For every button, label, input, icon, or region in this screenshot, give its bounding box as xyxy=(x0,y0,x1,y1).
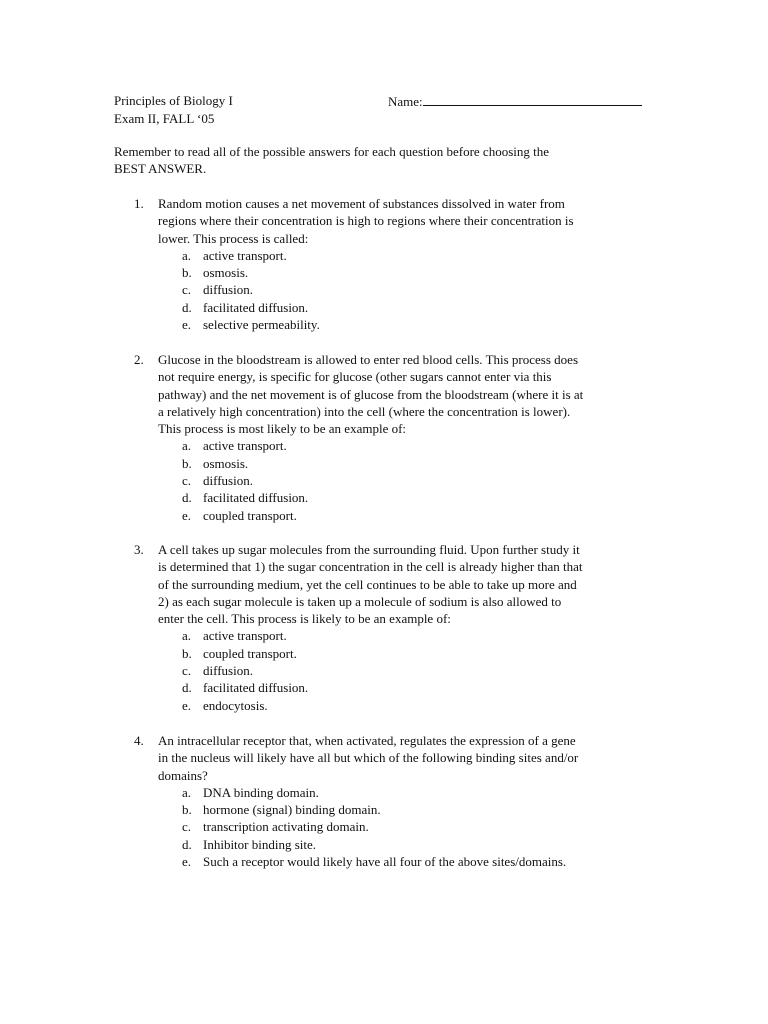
question-stem xyxy=(158,195,644,247)
answer-options xyxy=(134,247,644,333)
stem-line: lower. This process is called: xyxy=(158,230,309,246)
name-field xyxy=(388,92,642,110)
option-letter: c. xyxy=(182,663,192,679)
answer-option-e xyxy=(134,853,644,870)
option-text: active transport. xyxy=(203,628,287,644)
answer-option-a xyxy=(134,784,644,801)
instructions-line-1: Remember to read all of the possible answers for each question before choosing the xyxy=(114,144,549,159)
option-text: active transport. xyxy=(203,438,287,454)
stem-line: An intracellular receptor that, when activated, regulates the expression of a gene xyxy=(158,733,576,748)
stem-line: A cell takes up sugar molecules from the surrounding fluid. Upon further study it xyxy=(158,542,580,557)
answer-option-c xyxy=(134,662,644,679)
option-letter: b. xyxy=(182,265,192,281)
question-3 xyxy=(134,541,644,714)
stem-line: 2) as each sugar molecule is taken up a molecule of sodium is also allowed to xyxy=(158,593,562,609)
option-letter: e. xyxy=(182,697,192,713)
stem-line: Random motion causes a net movement of substances dissolved in water from xyxy=(158,196,565,211)
option-text: diffusion. xyxy=(203,473,253,489)
option-letter: a. xyxy=(182,247,192,263)
answer-option-e xyxy=(134,697,644,714)
option-text: osmosis. xyxy=(203,265,249,281)
option-letter: d. xyxy=(182,490,192,506)
option-text: facilitated diffusion. xyxy=(203,299,309,315)
name-blank-line xyxy=(423,92,642,106)
answer-option-a xyxy=(134,247,644,264)
option-letter: a. xyxy=(182,784,192,800)
option-text: Inhibitor binding site. xyxy=(203,836,317,852)
stem-line: not require energy, is specific for glucose (other sugars cannot enter via this xyxy=(158,369,552,385)
question-1 xyxy=(134,195,644,333)
option-text: facilitated diffusion. xyxy=(203,490,309,506)
question-stem xyxy=(158,351,644,437)
option-text: osmosis. xyxy=(203,455,249,471)
option-text: facilitated diffusion. xyxy=(203,680,309,696)
option-letter: a. xyxy=(182,628,192,644)
option-text: endocytosis. xyxy=(203,697,268,713)
question-stem xyxy=(158,541,644,627)
answer-option-a xyxy=(134,627,644,644)
answer-option-b xyxy=(134,264,644,281)
answer-option-b xyxy=(134,645,644,662)
stem-line: of the surrounding medium, yet the cell continues to be able to take up more and xyxy=(158,576,577,592)
question-4 xyxy=(134,732,644,870)
option-text: Such a receptor would likely have all four of the above sites/domains. xyxy=(203,854,567,870)
option-text: diffusion. xyxy=(203,282,253,298)
option-letter: c. xyxy=(182,282,192,298)
stem-line: in the nucleus will likely have all but which of the following binding sites and/or xyxy=(158,750,579,766)
option-text: DNA binding domain. xyxy=(203,784,319,800)
option-text: coupled transport. xyxy=(203,507,297,523)
question-stem xyxy=(158,732,644,784)
question-2 xyxy=(134,351,644,524)
option-text: coupled transport. xyxy=(203,645,297,661)
answer-option-d xyxy=(134,836,644,853)
option-text: active transport. xyxy=(203,247,287,263)
answer-option-c xyxy=(134,281,644,298)
stem-line: regions where their concentration is high to regions where their concentration is xyxy=(158,213,574,229)
option-letter: e. xyxy=(182,854,192,870)
answer-option-d xyxy=(134,489,644,506)
question-number: 1. xyxy=(134,196,144,211)
answer-option-b xyxy=(134,455,644,472)
name-label: Name: xyxy=(388,94,423,109)
instructions xyxy=(114,143,634,178)
option-text: hormone (signal) binding domain. xyxy=(203,802,381,818)
answer-option-e xyxy=(134,507,644,524)
option-letter: d. xyxy=(182,299,192,315)
option-letter: a. xyxy=(182,438,192,454)
exam-title: Exam II, FALL ‘05 xyxy=(114,111,215,127)
option-letter: d. xyxy=(182,836,192,852)
exam-header xyxy=(114,92,654,128)
option-letter: d. xyxy=(182,680,192,696)
option-letter: b. xyxy=(182,455,192,471)
option-letter: e. xyxy=(182,507,192,523)
answer-option-d xyxy=(134,679,644,696)
answer-options xyxy=(134,627,644,713)
answer-option-a xyxy=(134,437,644,454)
option-text: transcription activating domain. xyxy=(203,819,369,835)
question-number: 4. xyxy=(134,733,144,748)
question-number: 3. xyxy=(134,542,144,557)
stem-line: pathway) and the net movement is of glucose from the bloodstream (where it is at xyxy=(158,386,584,402)
option-letter: b. xyxy=(182,645,192,661)
question-number: 2. xyxy=(134,352,144,367)
answer-options xyxy=(134,437,644,523)
answer-option-d xyxy=(134,299,644,316)
stem-line: Glucose in the bloodstream is allowed to enter red blood cells. This process does xyxy=(158,352,578,367)
answer-option-c xyxy=(134,818,644,835)
option-text: selective permeability. xyxy=(203,317,320,333)
course-title: Principles of Biology I xyxy=(114,93,233,108)
answer-option-e xyxy=(134,316,644,333)
option-letter: e. xyxy=(182,317,192,333)
option-letter: b. xyxy=(182,802,192,818)
answer-option-c xyxy=(134,472,644,489)
answer-options xyxy=(134,784,644,870)
answer-option-b xyxy=(134,801,644,818)
stem-line: This process is most likely to be an example of: xyxy=(158,421,407,437)
stem-line: enter the cell. This process is likely to be an example of: xyxy=(158,611,451,627)
option-letter: c. xyxy=(182,473,192,489)
option-letter: c. xyxy=(182,819,192,835)
stem-line: is determined that 1) the sugar concentration in the cell is already higher than that xyxy=(158,559,583,575)
stem-line: a relatively high concentration) into the cell (where the concentration is lower). xyxy=(158,403,571,419)
instructions-line-2: BEST ANSWER. xyxy=(114,161,207,177)
option-text: diffusion. xyxy=(203,663,253,679)
stem-line: domains? xyxy=(158,767,208,783)
